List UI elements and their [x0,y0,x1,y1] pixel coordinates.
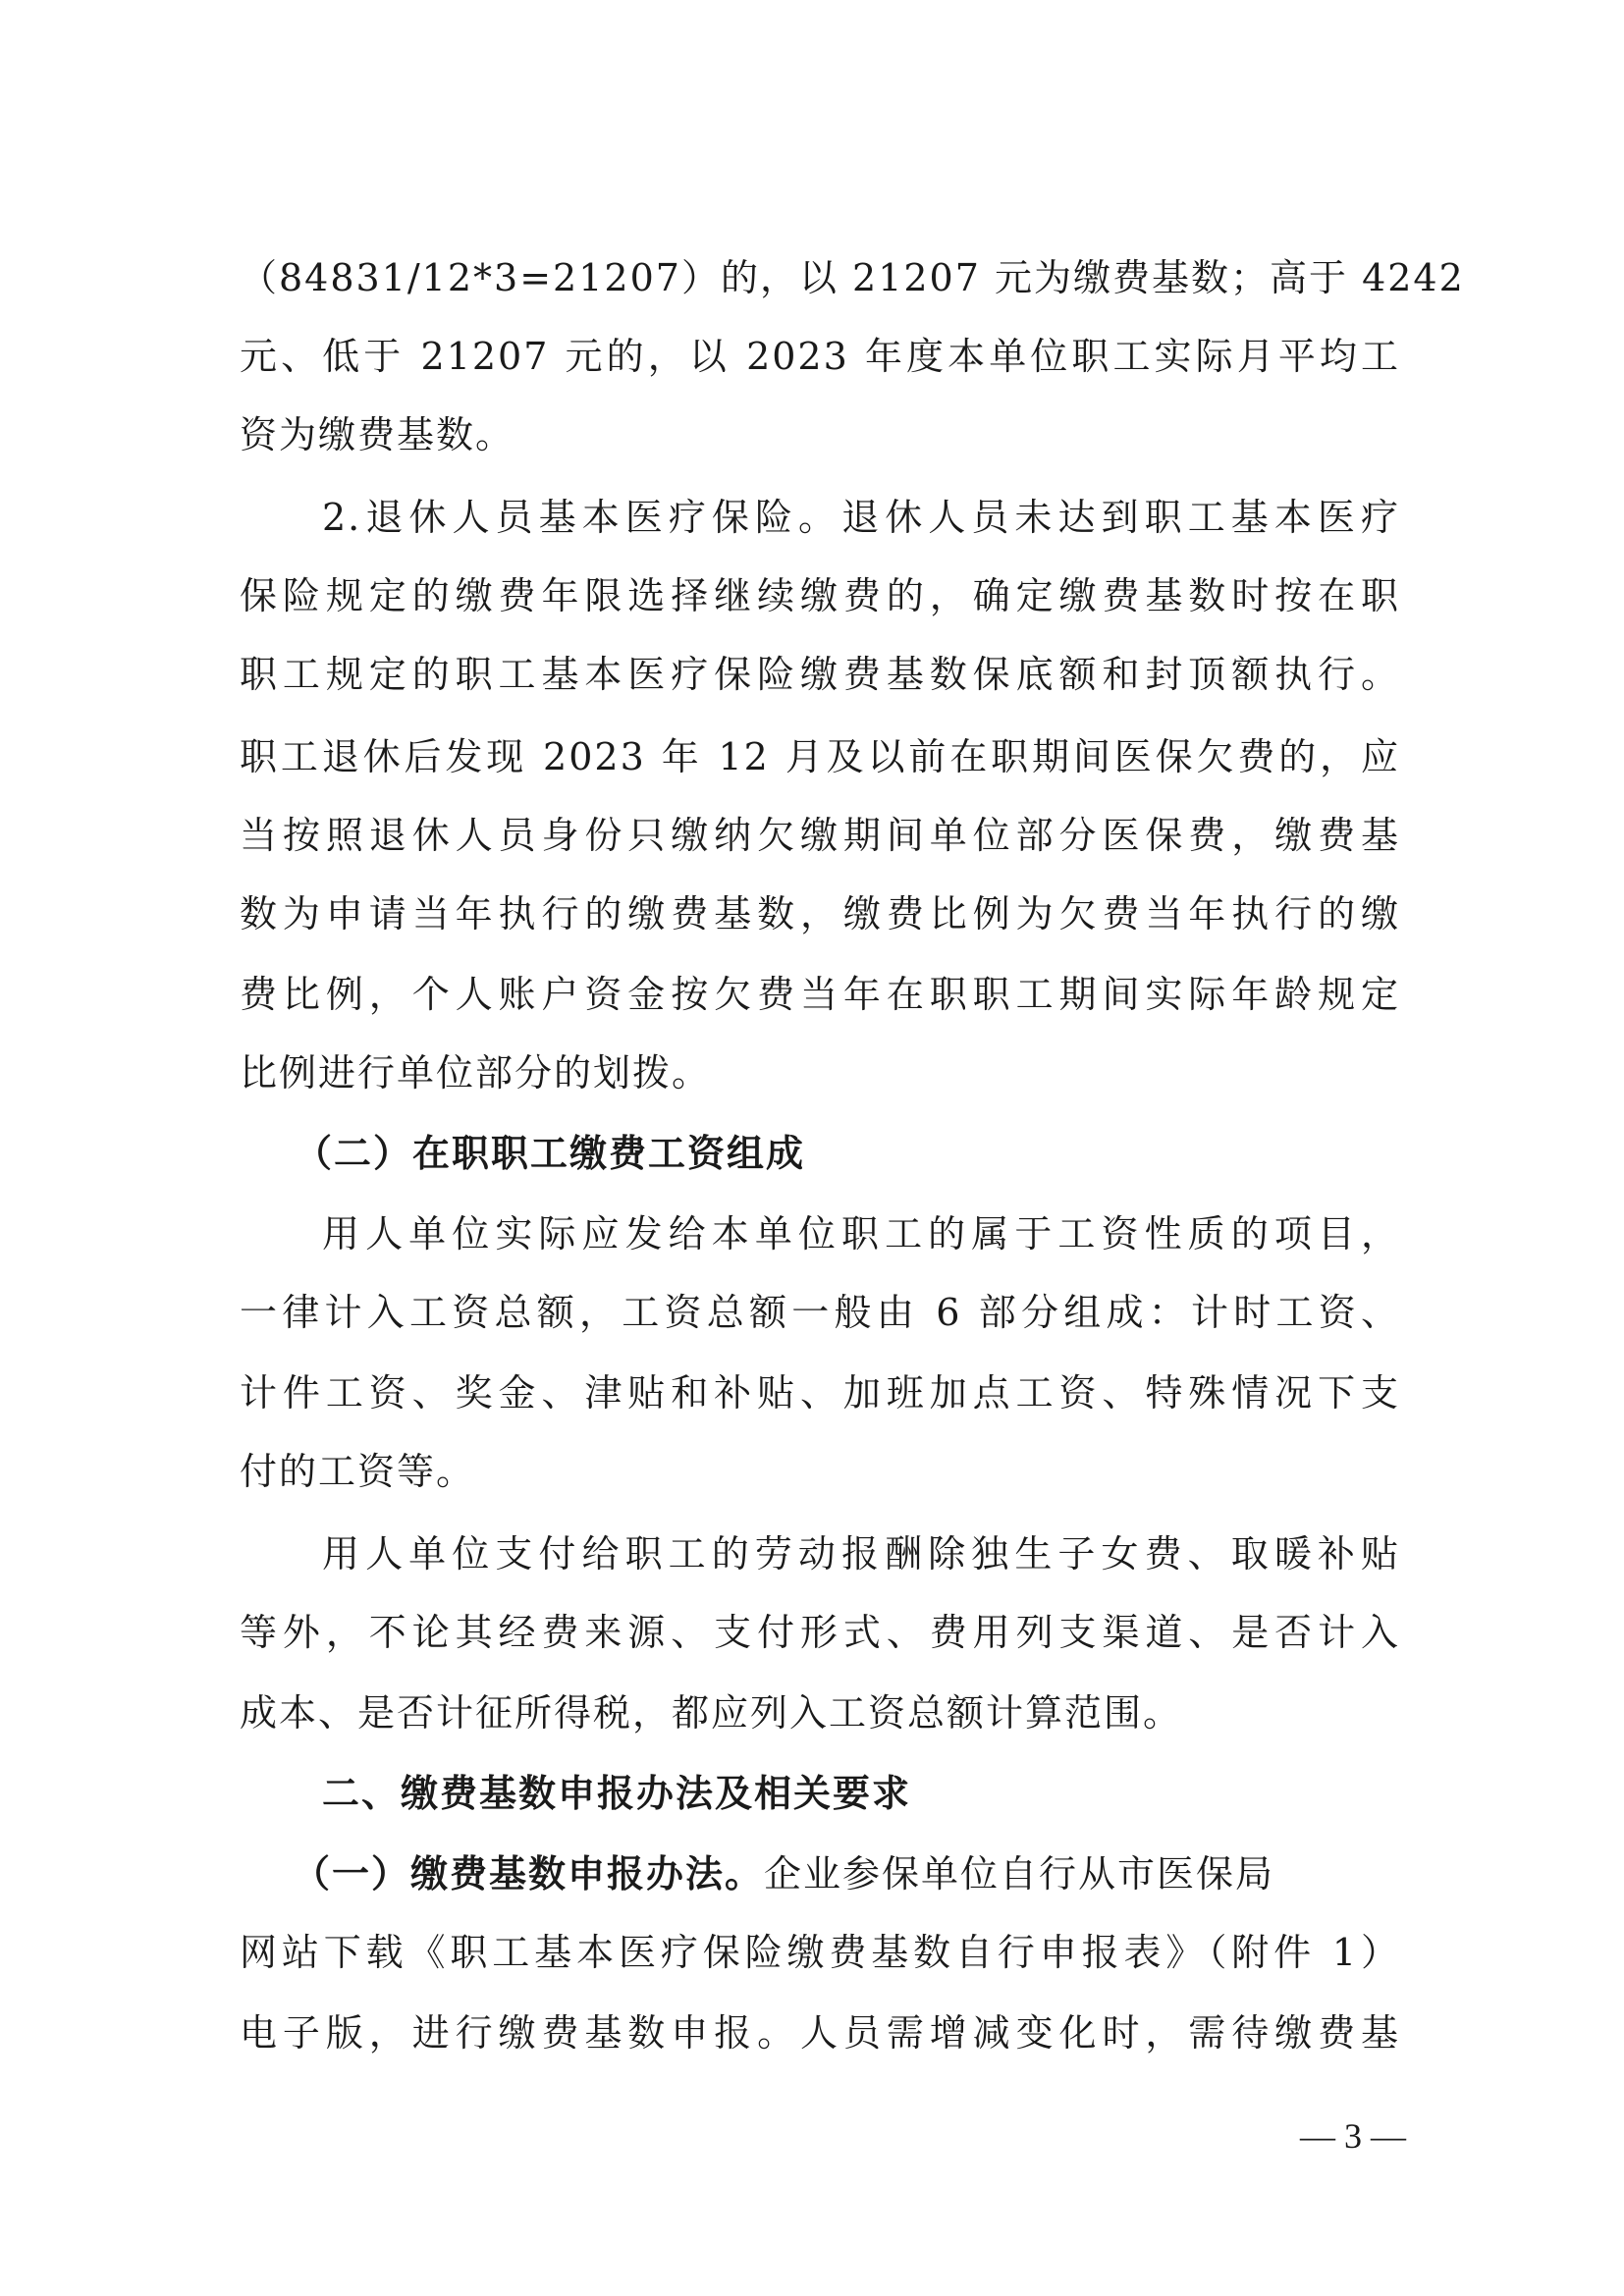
body-line-4: 2.退休人员基本医疗保险。退休人员未达到职工基本医疗 [322,496,1400,539]
body-line-3: 资为缴费基数。 [240,413,515,456]
body-line-7: 职工退休后发现 2023 年 12 月及以前在职期间医保欠费的，应 [240,735,1400,778]
body-line-12: 用人单位实际应发给本单位职工的属于工资性质的项目， [322,1212,1400,1255]
subheading-2: （二）在职职工缴费工资组成 [295,1131,806,1175]
body-line-21: 电子版，进行缴费基数申报。人员需增减变化时，需待缴费基 [240,2011,1400,2055]
body-line-19: 企业参保单位自行从市医保局 [764,1852,1275,1896]
section-heading-2: 二、缴费基数申报办法及相关要求 [322,1772,912,1815]
body-line-13: 一律计入工资总额，工资总额一般由 6 部分组成：计时工资、 [240,1291,1400,1334]
body-line-15: 付的工资等。 [240,1450,476,1493]
body-line-17: 等外，不论其经费来源、支付形式、费用列支渠道、是否计入 [240,1611,1400,1654]
body-line-11: 比例进行单位部分的划拨。 [240,1051,712,1095]
body-line-6: 职工规定的职工基本医疗保险缴费基数保底额和封顶额执行。 [240,653,1400,696]
body-line-5: 保险规定的缴费年限选择继续缴费的，确定缴费基数时按在职 [240,574,1400,617]
body-line-20: 网站下载《职工基本医疗保险缴费基数自行申报表》（附件 1） [240,1931,1400,1974]
body-line-16: 用人单位支付给职工的劳动报酬除独生子女费、取暖补贴 [322,1532,1400,1575]
body-line-10: 费比例，个人账户资金按欠费当年在职职工期间实际年龄规定 [240,973,1400,1016]
page-number: — 3 — [1300,2116,1406,2156]
body-line-9: 数为申请当年执行的缴费基数，缴费比例为欠费当年执行的缴 [240,892,1400,935]
body-line-18: 成本、是否计征所得税，都应列入工资总额计算范围。 [240,1691,1183,1735]
body-line-8: 当按照退休人员身份只缴纳欠缴期间单位部分医保费，缴费基 [240,814,1400,857]
body-line-2: 元、低于 21207 元的，以 2023 年度本单位职工实际月平均工 [240,335,1400,378]
body-line-1: （84831/12*3=21207）的，以 21207 元为缴费基数；高于 4242 [240,256,1465,299]
subheading-1-line [293,1849,1400,1898]
body-line-14: 计件工资、奖金、津贴和补贴、加班加点工资、特殊情况下支 [240,1371,1400,1415]
subheading-1: （一）缴费基数申报办法。 [293,1851,765,1896]
